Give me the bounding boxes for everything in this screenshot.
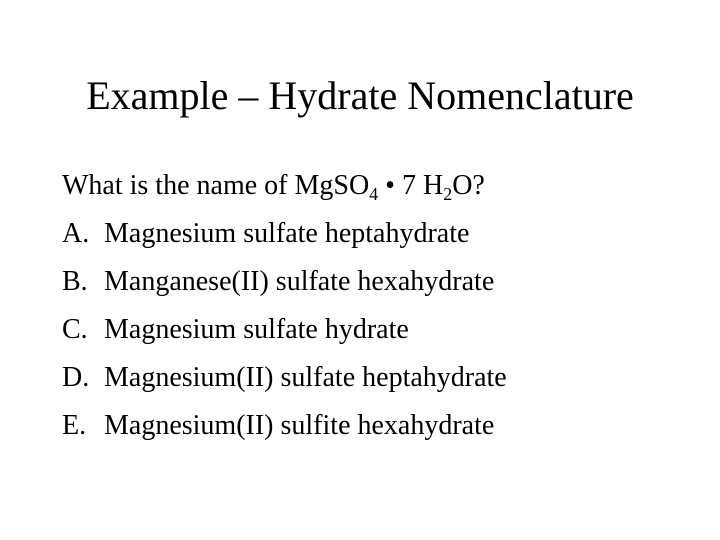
option-label: D. bbox=[62, 362, 90, 393]
option-text: Magnesium sulfate hydrate bbox=[104, 314, 409, 345]
option-label: B. bbox=[62, 266, 88, 297]
option-e bbox=[62, 402, 507, 450]
question-prefix: What is the name of Mg bbox=[62, 170, 334, 201]
question-subscript-2: 2 bbox=[443, 184, 453, 204]
question-suffix: O? bbox=[452, 170, 485, 201]
question-subscript-4: 4 bbox=[369, 184, 379, 204]
option-label: C. bbox=[62, 314, 88, 345]
option-c bbox=[62, 306, 507, 354]
option-label: E. bbox=[62, 410, 87, 441]
question-line bbox=[62, 162, 507, 210]
option-d bbox=[62, 354, 507, 402]
option-text: Magnesium sulfate heptahydrate bbox=[104, 218, 470, 249]
question-so: SO bbox=[333, 170, 370, 201]
option-label: A. bbox=[62, 218, 90, 249]
option-text: Magnesium(II) sulfate heptahydrate bbox=[104, 362, 507, 393]
option-text: Manganese(II) sulfate hexahydrate bbox=[104, 266, 495, 297]
slide-body bbox=[62, 162, 507, 450]
question-mid: • 7 H bbox=[378, 170, 444, 201]
option-b bbox=[62, 258, 507, 306]
slide-title: Example – Hydrate Nomenclature bbox=[86, 73, 634, 118]
option-text: Magnesium(II) sulfite hexahydrate bbox=[104, 410, 495, 441]
option-a bbox=[62, 210, 507, 258]
